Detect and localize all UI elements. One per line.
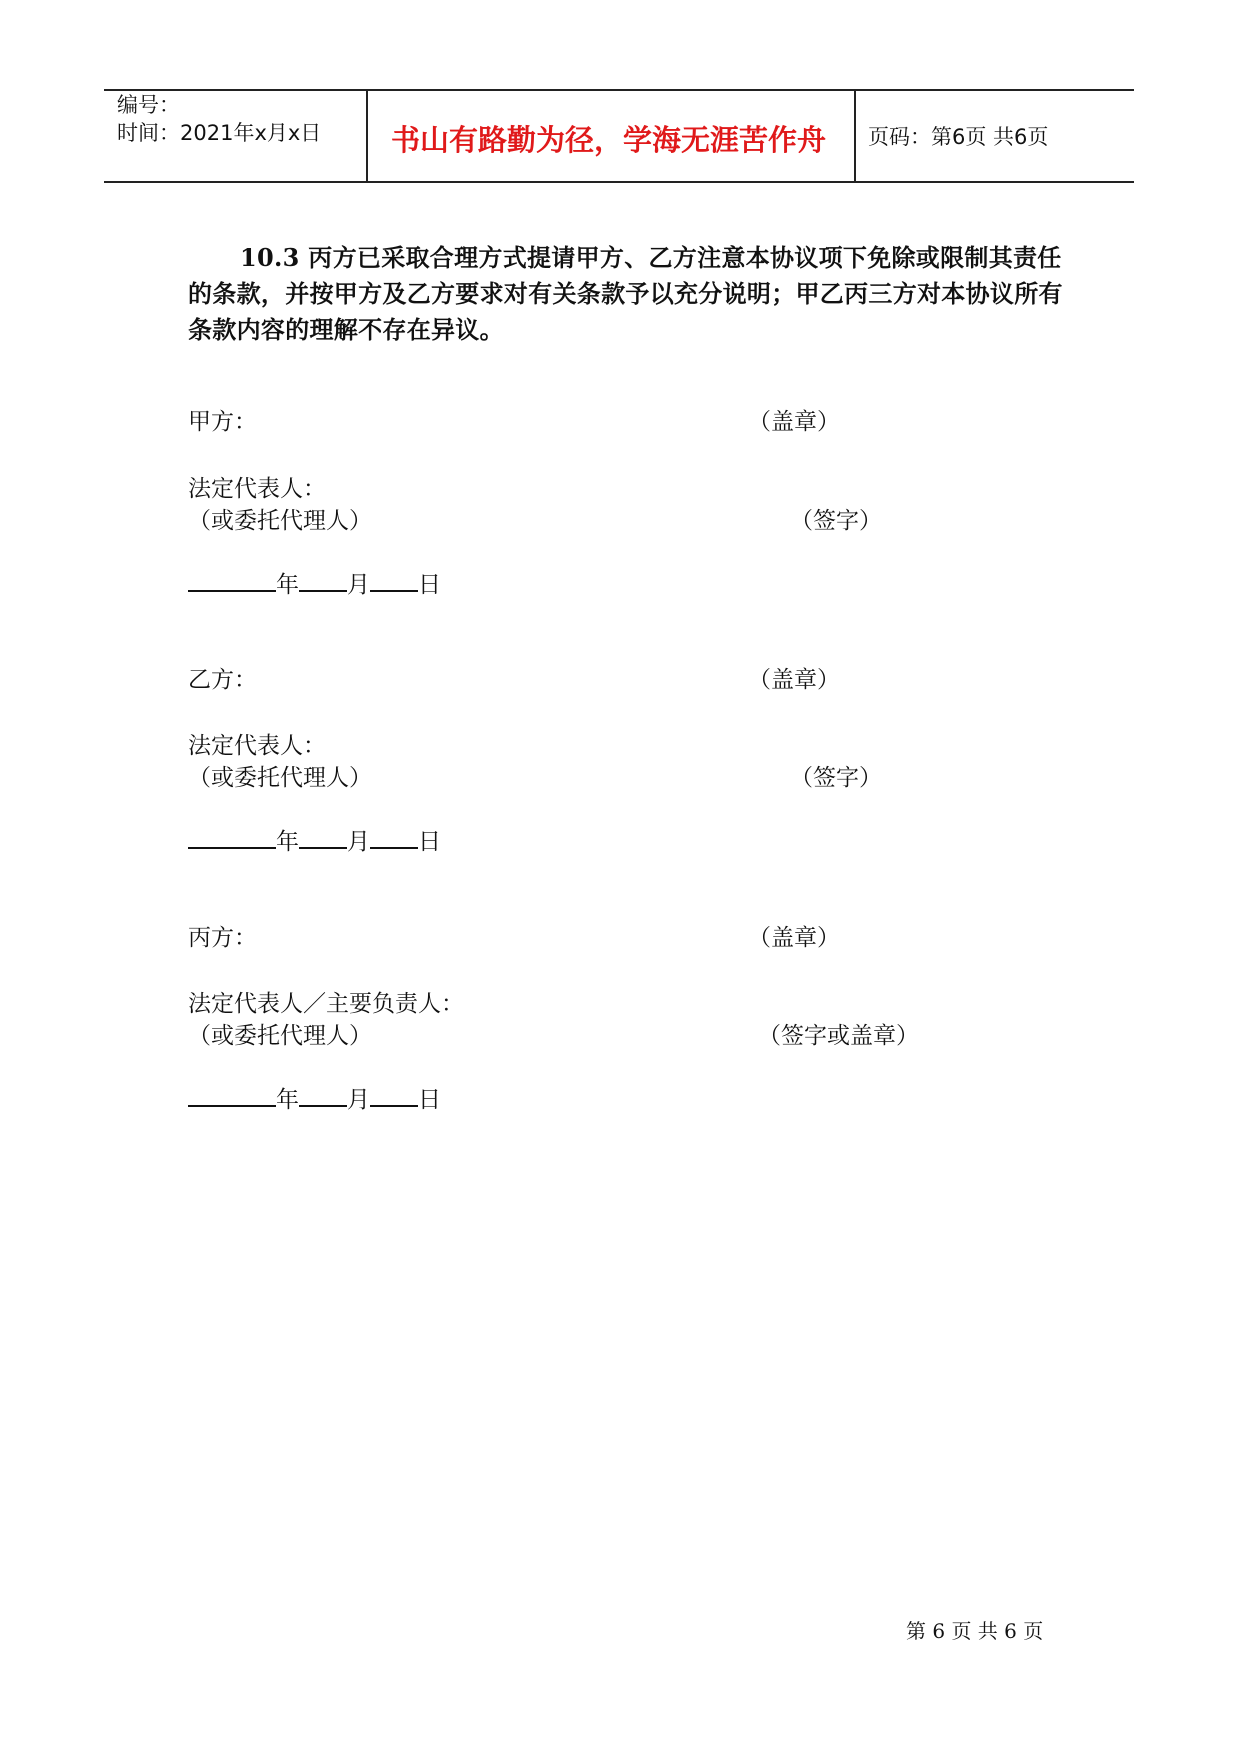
header-time-label: 时间：2021年x月x日 [117, 121, 322, 145]
day-blank[interactable] [370, 568, 418, 592]
year-blank[interactable] [188, 1083, 276, 1107]
header-top-rule [104, 89, 1134, 91]
day-label: 日 [418, 572, 441, 598]
footer-page-number: 第 6 页 共 6 页 [906, 1619, 1044, 1643]
party-b-label: 乙方： [188, 667, 257, 693]
day-blank[interactable] [370, 1083, 418, 1107]
header-divider-left [366, 89, 368, 183]
month-blank[interactable] [299, 568, 347, 592]
party-c-seal: （盖章） [748, 925, 840, 951]
party-a-rep: 法定代表人： [188, 476, 326, 502]
year-label: 年 [276, 829, 299, 855]
header-bottom-rule [104, 181, 1134, 183]
year-label: 年 [276, 1087, 299, 1113]
header-motto: 书山有路勤为径，学海无涯苦作舟 [391, 123, 827, 157]
party-c-label: 丙方： [188, 925, 257, 951]
party-c-rep: 法定代表人／主要负责人： [188, 991, 464, 1017]
party-a-seal: （盖章） [748, 409, 840, 435]
party-b-agent: （或委托代理人） [188, 765, 372, 791]
header-divider-right [854, 89, 856, 183]
year-blank[interactable] [188, 568, 276, 592]
party-b-date [188, 825, 441, 858]
party-a-agent: （或委托代理人） [188, 508, 372, 534]
month-blank[interactable] [299, 825, 347, 849]
party-b-sign: （签字） [790, 765, 882, 791]
year-label: 年 [276, 572, 299, 598]
party-c-date [188, 1083, 441, 1116]
party-a-date [188, 568, 441, 601]
party-a-label: 甲方： [188, 409, 257, 435]
party-a-sign: （签字） [790, 508, 882, 534]
month-label: 月 [347, 1087, 370, 1113]
party-b-rep: 法定代表人： [188, 733, 326, 759]
month-blank[interactable] [299, 1083, 347, 1107]
year-blank[interactable] [188, 825, 276, 849]
header-page-label: 页码：第6页 共6页 [868, 125, 1049, 149]
month-label: 月 [347, 572, 370, 598]
day-blank[interactable] [370, 825, 418, 849]
header-number-label: 编号： [117, 93, 180, 117]
party-b-seal: （盖章） [748, 667, 840, 693]
party-c-sign: （签字或盖章） [758, 1023, 919, 1049]
day-label: 日 [418, 1087, 441, 1113]
party-c-agent: （或委托代理人） [188, 1023, 372, 1049]
day-label: 日 [418, 829, 441, 855]
clause-10-3: 10.3 丙方已采取合理方式提请甲方、乙方注意本协议项下免除或限制其责任的条款，并按甲方及乙方要求对有关条款予以充分说明；甲乙丙三方对本协议所有条款内容的理解不存在异议。 [188, 243, 1063, 344]
month-label: 月 [347, 829, 370, 855]
